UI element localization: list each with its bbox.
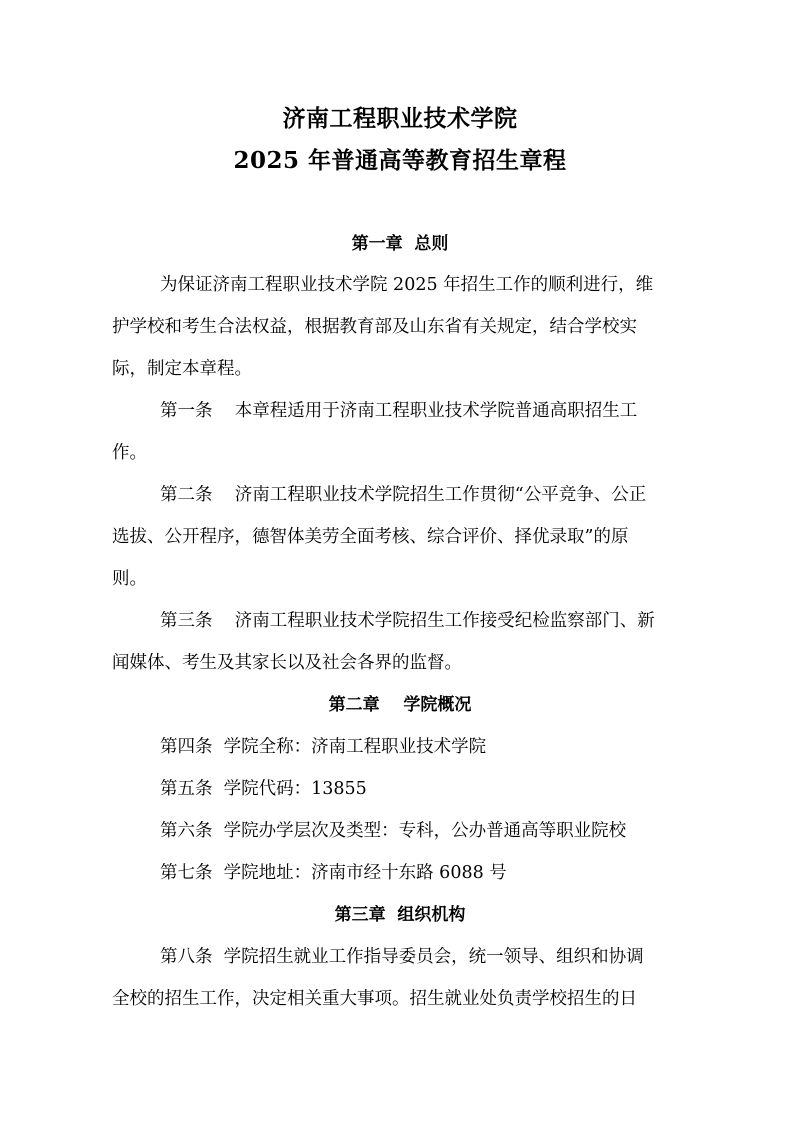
article8-line2: 全校的招生工作，决定相关重大事项。招生就业处负责学校招生的日: [112, 989, 637, 1009]
article7: 第七条 学院地址：济南市经十东路 6088 号: [160, 863, 507, 883]
document-title-line1: 济南工程职业技术学院: [282, 105, 518, 132]
chapter1-intro-line1: 为保证济南工程职业技术学院 2025 年招生工作的顺利进行，维: [160, 275, 654, 295]
article4: 第四条 学院全称：济南工程职业技术学院: [160, 737, 487, 757]
article1-line2: 作。: [112, 443, 147, 463]
chapter3-heading: 第三章 组织机构: [334, 905, 466, 925]
chapter1-heading: 第一章 总则: [351, 234, 449, 254]
article3-line2: 闻媒体、考生及其家长以及社会各界的监督。: [112, 653, 462, 673]
article5: 第五条 学院代码：13855: [160, 779, 367, 799]
article2-line1: 第二条 济南工程职业技术学院招生工作贯彻“公平竞争、公正: [160, 485, 647, 505]
article1-line1: 第一条 本章程适用于济南工程职业技术学院普通高职招生工: [160, 401, 638, 421]
chapter2-heading: 第二章 学院概况: [328, 695, 472, 715]
article2-line2: 选拔、公开程序，德智体美劳全面考核、综合评价、择优录取”的原: [112, 527, 629, 547]
article2-line3: 则。: [112, 569, 147, 589]
chapter1-intro-line2: 护学校和考生合法权益，根据教育部及山东省有关规定，结合学校实: [112, 317, 637, 337]
article6: 第六条 学院办学层次及类型：专科，公办普通高等职业院校: [160, 821, 627, 841]
chapter1-intro-line3: 际，制定本章程。: [112, 359, 252, 379]
article8-line1: 第八条 学院招生就业工作指导委员会，统一领导、组织和协调: [160, 947, 644, 967]
document-title-line2: 2025 年普通高等教育招生章程: [233, 147, 567, 174]
article3-line1: 第三条 济南工程职业技术学院招生工作接受纪检监察部门、新: [160, 611, 655, 631]
